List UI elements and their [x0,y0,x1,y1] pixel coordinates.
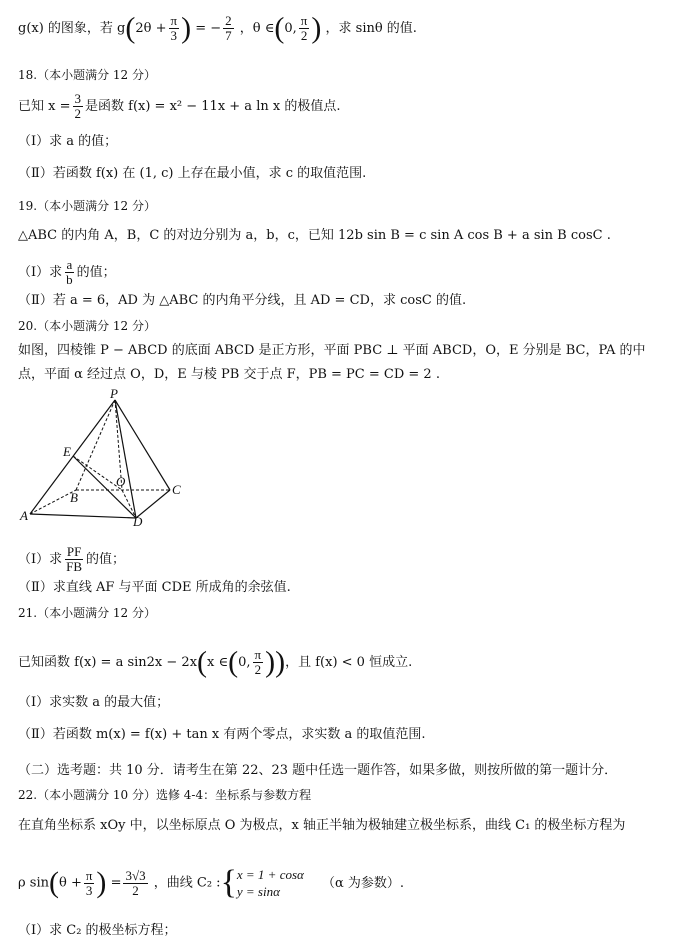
q21-paren-l2: ( [228,645,239,679]
q21-stem-post: ，且 f(x) < 0 恒成立. [285,655,413,670]
q20-frac-den: FB [66,559,83,574]
q17-int-num: π [300,13,308,28]
q21-stem-x: x ∈ [207,655,229,670]
q22-paren-r: ) [96,866,107,899]
q21-stem [18,645,413,679]
q18-part2: （Ⅱ）若函数 f(x) 在 (1, c) 上存在最小值，求 c 的取值范围. [18,166,367,181]
q22-frac-num: π [85,867,93,883]
q18-frac-num: 3 [74,91,81,106]
q18-header: 18.（本小题满分 12 分） [18,68,156,82]
label-C: C [172,482,181,497]
q22-eq-arg: θ + [58,875,82,891]
q22-sys1: x = 1 + cosα [236,867,304,882]
q22-system [237,866,304,900]
q21-frac [253,648,264,677]
q17-arg: 2θ + [135,21,167,36]
q17-post: ，求 sinθ 的值. [325,21,417,36]
label-D: D [133,514,143,528]
q22-sys2: y = sinα [236,884,280,899]
q21-part2: （Ⅱ）若函数 m(x) = f(x) + tan x 有两个零点，求实数 a 的取值范围. [18,727,426,742]
label-P: P [110,388,118,401]
q21-frac-den: 2 [254,662,262,677]
q17-frac [169,14,180,43]
q20-stem1: 如图，四棱锥 P − ABCD 的底面 ABCD 是正方形，平面 PBC ⊥ 平面 ABCD，O，E 分别是 BC，PA 的中 [18,343,646,358]
paren-left: ( [125,11,136,45]
q20-p1-pre: （Ⅰ）求 [18,552,63,567]
q21-part1: （Ⅰ）求实数 a 的最大值； [18,695,170,710]
q19-frac-num: a [66,257,73,272]
q19-frac-den: b [66,272,73,287]
q17-tail [18,11,417,45]
q22-paren-l: ( [48,866,59,899]
q21-header: 21.（本小题满分 12 分） [18,606,156,620]
q17-theta: ，θ ∈ [239,21,275,36]
q22-brace: { [220,864,237,901]
q17-int-a: 0, [284,21,297,36]
q22-param: （α 为参数）. [322,875,405,891]
q22-eq [18,866,404,900]
label-E: E [63,444,71,459]
paren-right2: ) [311,11,322,45]
paren-left2: ( [274,11,285,45]
q18-stem-pre: 已知 x = [18,99,71,114]
q21-stem-pre: 已知函数 f(x) = a sin2x − 2x [18,655,198,670]
label-B: B [70,490,78,505]
q17-frac-num: π [170,13,178,28]
q19-p1-post: 的值； [76,265,116,280]
q22-eq-pre: ρ sin [18,875,49,891]
q22-rhs [123,869,147,898]
q17-frac-den: 3 [170,28,178,43]
q17-pre: g(x) 的图象，若 g [18,21,126,36]
q22-frac [84,869,95,898]
q21-stem-int: 0, [238,655,251,670]
q17-val [223,14,234,43]
q20-stem2: 点，平面 α 经过点 O，D，E 与棱 PB 交于点 F，PB = PC = CD = 2 . [18,367,440,382]
paren-right: ) [181,11,192,45]
q19-stem: △ABC 的内角 A，B，C 的对边分别为 a，b，c，已知 12b sin B = c sin A cos B + a sin B cosC . [18,228,611,243]
q21-frac-num: π [254,647,262,662]
q22-part1: （Ⅰ）求 C₂ 的极坐标方程； [18,923,177,938]
q17-val-num: 2 [225,13,232,28]
q20-frac [64,545,84,574]
q18-frac-den: 2 [74,106,81,121]
q19-p1-pre: （Ⅰ）求 [18,265,63,280]
q18-stem-post: 是函数 f(x) = x² − 11x + a ln x 的极值点. [85,99,341,114]
pyramid-figure [18,388,188,528]
q17-val-den: 7 [225,28,232,43]
q22-header: 22.（本小题满分 10 分）选修 4-4：坐标系与参数方程 [18,788,312,802]
label-O: O [116,474,126,489]
q20-header: 20.（本小题满分 12 分） [18,319,156,333]
q21-paren-r: )) [265,645,286,679]
q19-part1 [18,258,116,287]
q19-header: 19.（本小题满分 12 分） [18,199,156,213]
q20-p1-post: 的值； [86,552,126,567]
q17-int-den: 2 [300,28,308,43]
q19-frac [64,258,75,287]
q22-curve: ，曲线 C₂ : [153,875,221,891]
q18-stem [18,92,340,121]
q22-rhs-num: 3√3 [125,867,146,883]
q22-stem: 在直角坐标系 xOy 中，以坐标原点 O 为极点，x 轴正半轴为极轴建立极坐标系，曲线 C₁ 的极坐标方程为 [18,818,626,833]
q18-part1: （Ⅰ）求 a 的值； [18,134,118,149]
q22-eq-eq: = [110,875,122,891]
q22-rhs-den: 2 [132,882,139,898]
q21-paren-l: ( [197,645,208,679]
q20-part1 [18,545,125,574]
q19-part2: （Ⅱ）若 a = 6，AD 为 △ABC 的内角平分线，且 AD = CD，求 cosC 的值. [18,293,467,308]
q17-int-frac [299,14,310,43]
elective-note: （二）选考题：共 10 分．请考生在第 22、23 题中任选一题作答，如果多做，则按所做的第一题计分． [18,763,618,778]
q20-frac-num: PF [66,544,82,559]
label-A: A [20,508,28,523]
q22-frac-den: 3 [85,882,93,898]
q18-frac [73,92,84,121]
q17-eq: = − [195,21,222,36]
q20-part2: （Ⅱ）求直线 AF 与平面 CDE 所成角的余弦值. [18,580,291,595]
